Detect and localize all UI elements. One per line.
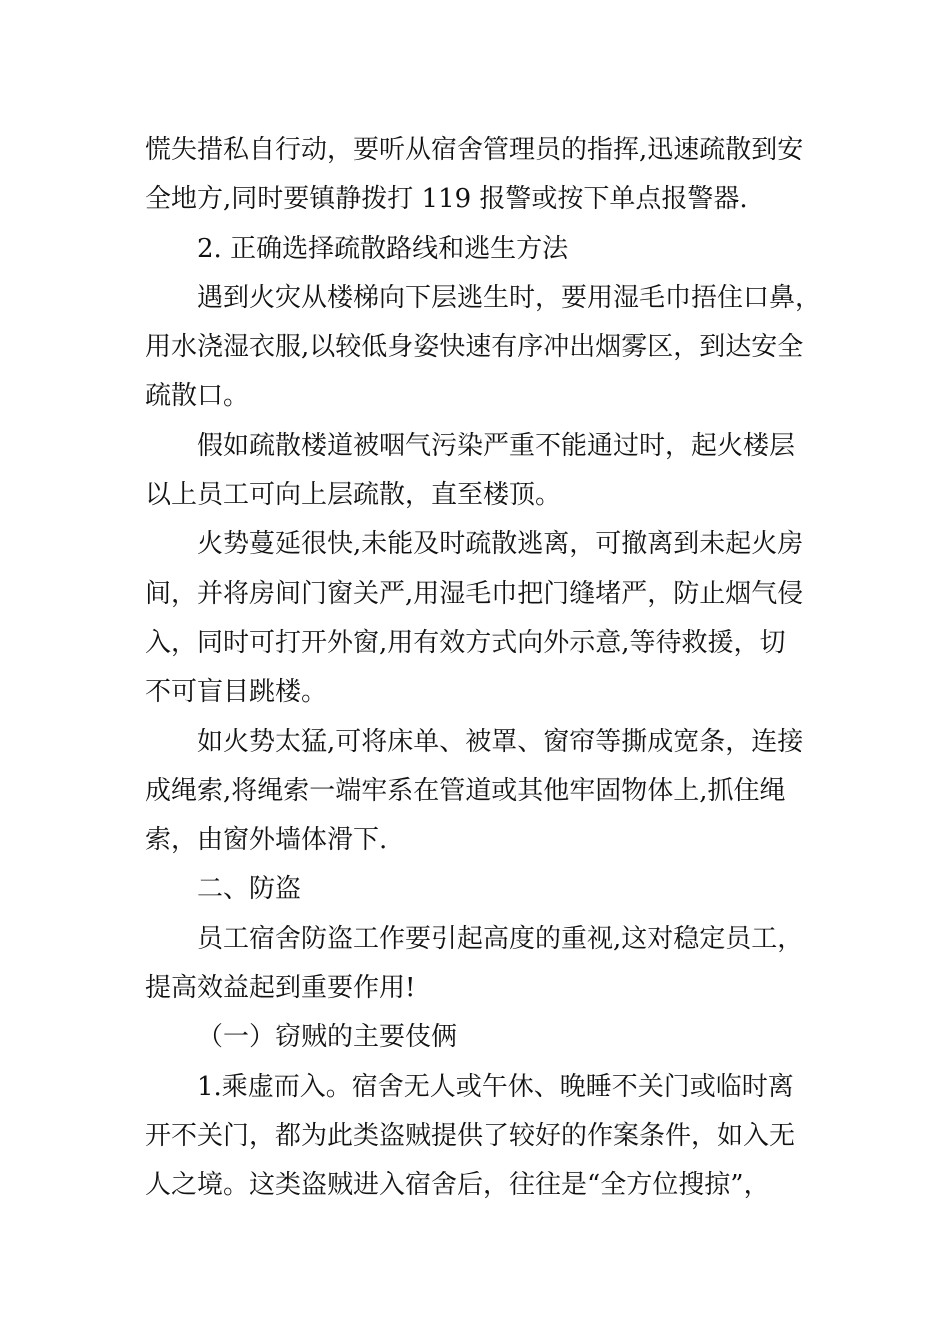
text-line: 不可盲目跳楼。 [145, 677, 328, 708]
text-line: 索，由窗外墙体滑下. [145, 825, 388, 856]
text-line: 假如疏散楼道被咽气污染严重不能通过时，起火楼层 [197, 430, 796, 461]
body-text [145, 126, 822, 1211]
text-line: 遇到火灾从楼梯向下层逃生时，要用湿毛巾捂住口鼻， [197, 282, 822, 313]
section-heading: 2. 正确选择疏散路线和逃生方法 [197, 233, 569, 264]
text-line: 慌失措私自行动，要听从宿舍管理员的指挥,迅速疏散到安 [145, 135, 804, 165]
text-line: 火势蔓延很快,未能及时疏散逃离，可撤离到未起火房 [197, 529, 804, 560]
text-line: 如火势太猛,可将床单、被罩、窗帘等撕成宽条，连接 [197, 726, 804, 757]
text-line: 1.乘虚而入。宿舍无人或午休、晚睡不关门或临时离 [197, 1071, 794, 1102]
subsection-heading: （一）窃贼的主要伎俩 [197, 1022, 458, 1053]
text-line: 全地方,同时要镇静拨打 119 报警或按下单点报警器. [145, 184, 748, 215]
text-line: 疏散口。 [145, 381, 250, 412]
text-line: 提高效益起到重要作用! [145, 973, 416, 1004]
text-line: 入，同时可打开外窗,用有效方式向外示意,等待救援，切 [145, 627, 786, 658]
text-line: 员工宿舍防盗工作要引起高度的重视,这对稳定员工， [197, 923, 804, 954]
text-line: 人之境。这类盗贼进入宿舍后，往往是“全方位搜掠”， [145, 1170, 770, 1201]
text-line: 间，并将房间门窗关严,用湿毛巾把门缝堵严，防止烟气侵 [145, 578, 804, 609]
text-line: 以上员工可向上层疏散，直至楼顶。 [145, 480, 562, 511]
section-heading: 二、防盗 [197, 874, 302, 905]
text-line: 用水浇湿衣服,以较低身姿快速有序冲出烟雾区，到达安全 [145, 332, 804, 363]
text-line: 开不关门，都为此类盗贼提供了较好的作案条件，如入无 [145, 1120, 796, 1151]
text-line: 成绳索,将绳索一端牢系在管道或其他牢固物体上,抓住绳 [145, 775, 786, 806]
